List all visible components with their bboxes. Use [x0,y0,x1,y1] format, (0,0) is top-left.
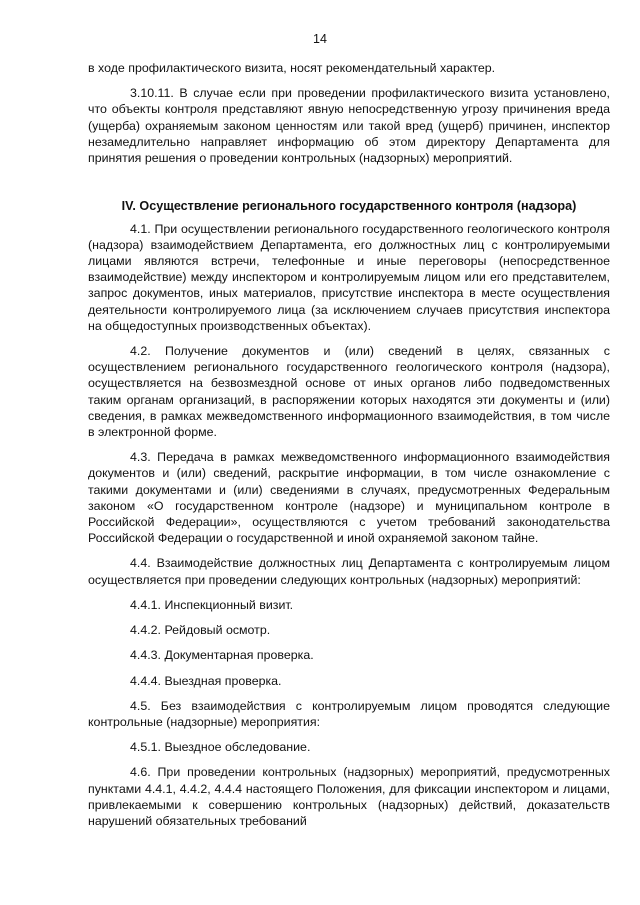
paragraph-continuation: в ходе профилактического визита, носят рекомендательный характер. [88,61,496,75]
paragraph-4-6: 4.6. При проведении контрольных (надзорных) мероприятий, предусмотренных пунктами 4.4.1, 4.4.2, 4.4.4 настоящего Положения, для фиксации инспектором и лицами, привлекаемыми к совершению контрольных (надзорных) действий, доказательств нарушений обязательных требований [88,765,610,828]
list-item-4-4-1: 4.4.1. Инспекционный визит. [130,597,294,612]
paragraph-4-5: 4.5. Без взаимодействия с контролируемым лицом проводятся следующие контрольные (надзорные) мероприятия: [88,698,610,729]
paragraph-4-3: 4.3. Передача в рамках межведомственного информационного взаимодействия документов и (или) сведений, раскрытие информации, в том числе ознакомление с такими документами и (или) сведениями в случаях, предусмотренных Федеральным законом «О государственном контроле (надзоре) и муниципальном контроле в Российской Федерации», осуществляются с учетом требований законодательства Российской Федерации о государственной и иной охраняемой законом тайне. [88,450,610,546]
page-number: 14 [313,32,327,46]
section-heading: IV. Осуществление регионального государственного контроля (надзора) [121,199,577,214]
list-item-4-4-3: 4.4.3. Документарная проверка. [130,648,314,663]
list-item-4-4-2: 4.4.2. Рейдовый осмотр. [130,623,271,638]
document-body [88,60,610,829]
paragraph-4-2: 4.2. Получение документов и (или) сведений в целях, связанных с осуществлением регионального государственного геологического контроля (надзора), осуществляется на безвозмездной основе от иных органов либо подведомственных таким органам организаций, в распоряжении которых находятся эти документы и (или) сведения, в рамках межведомственного информационного взаимодействия, в том числе в электронной форме. [88,344,610,440]
list-item-4-4-4: 4.4.4. Выездная проверка. [130,673,282,688]
list-item-4-5-1: 4.5.1. Выездное обследование. [130,740,311,755]
paragraph-4-4: 4.4. Взаимодействие должностных лиц Департамента с контролируемым лицом осуществляется при проведении следующих контрольных (надзорных) мероприятий: [88,556,610,587]
paragraph-3-10-11: 3.10.11. В случае если при проведении профилактического визита установлено, что объекты контроля представляют явную непосредственную угрозу причинения вреда (ущерба) охраняемым законом ценностям или такой вред (ущерб) причинен, инспектор незамедлительно направляет информацию об этом директору Департамента для принятия решения о проведении контрольных (надзорных) мероприятий. [88,86,610,166]
paragraph-4-1: 4.1. При осуществлении регионального государственного геологического контроля (надзора) взаимодействием Департамента, его должностных лиц с контролируемыми лицами являются встречи, телефонные и иные переговоры (непосредственное взаимодействие) между инспектором и контролируемым лицом или его представителем, запрос документов, иных материалов, присутствие инспектора в месте осуществления деятельности контролируемого лица (за исключением случаев присутствия инспектора на общедоступных производственных объектах). [88,221,610,333]
